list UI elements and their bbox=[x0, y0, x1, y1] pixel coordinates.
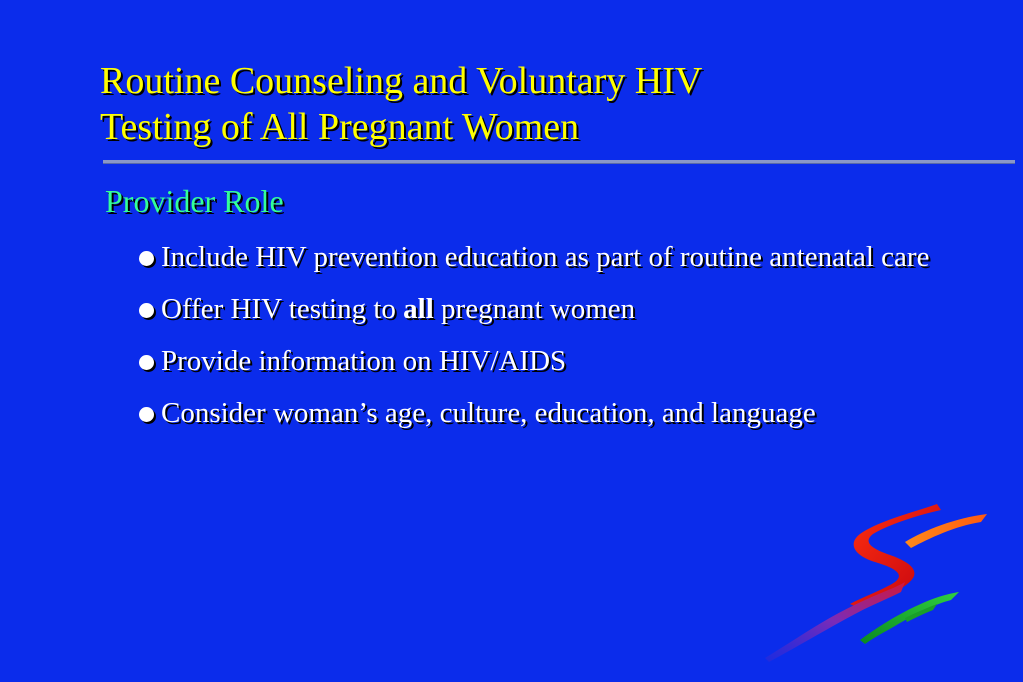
bullet-text-after: pregnant women bbox=[433, 293, 636, 325]
bullet-text-before: Offer HIV testing to bbox=[161, 293, 404, 325]
bullet-dot-icon bbox=[139, 407, 154, 422]
logo-purple-stroke bbox=[765, 582, 905, 662]
slide-title-line-1: Routine Counseling and Voluntary HIV bbox=[100, 60, 703, 102]
bullet-text: Consider woman’s age, culture, education, and language bbox=[161, 397, 816, 429]
bullet-item-consider bbox=[137, 396, 937, 430]
bullet-text-emphasis: all bbox=[403, 293, 434, 325]
section-subtitle: Provider Role bbox=[105, 183, 284, 219]
bullet-item-testing bbox=[137, 292, 937, 326]
bullet-list bbox=[137, 240, 937, 448]
bullet-text: Include HIV prevention education as part of routine antenatal care bbox=[161, 241, 930, 273]
bullet-item-education bbox=[137, 240, 937, 274]
bullet-text: Provide information on HIV/AIDS bbox=[161, 345, 567, 377]
bullet-dot-icon bbox=[139, 251, 154, 266]
bullet-dot-icon bbox=[139, 303, 154, 318]
bullet-dot-icon bbox=[139, 355, 154, 370]
slide-title bbox=[100, 58, 980, 150]
ribbon-swirl-logo-icon bbox=[755, 500, 995, 665]
slide-title-line-2: Testing of All Pregnant Women bbox=[100, 106, 580, 148]
title-divider bbox=[103, 160, 1015, 164]
logo-orange-stroke bbox=[905, 514, 987, 548]
bullet-item-information bbox=[137, 344, 937, 378]
